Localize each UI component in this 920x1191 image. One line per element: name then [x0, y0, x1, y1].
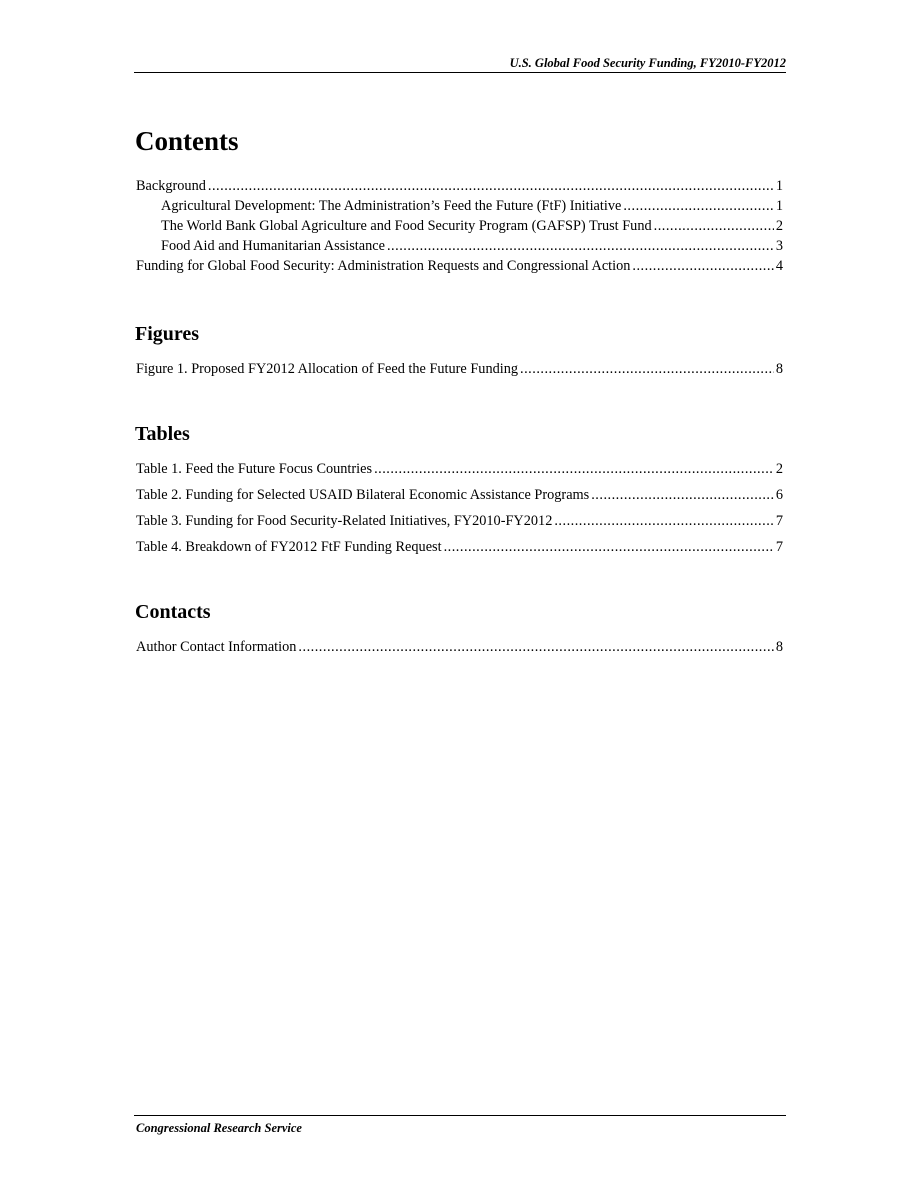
- contacts-heading: Contacts: [135, 601, 211, 623]
- toc-entry-title: Figure 1. Proposed FY2012 Allocation of Feed the Future Funding: [136, 361, 519, 377]
- toc-entry[interactable]: [136, 256, 783, 276]
- toc-entry-page: 1: [775, 198, 783, 214]
- toc-entry[interactable]: [136, 216, 783, 236]
- toc-entry-page: 2: [775, 461, 783, 477]
- toc-entry-page: 8: [775, 361, 783, 377]
- toc-entry-title: Agricultural Development: The Administration’s Feed the Future (FtF) Initiative: [161, 198, 622, 214]
- toc-entry-title: Table 1. Feed the Future Focus Countries: [136, 461, 373, 477]
- toc-entry[interactable]: [136, 459, 783, 479]
- toc-entry-title: Food Aid and Humanitarian Assistance: [161, 238, 385, 254]
- header-rule: [134, 72, 786, 73]
- dot-leader: [520, 359, 774, 379]
- toc-entry[interactable]: [136, 511, 783, 531]
- running-footer: Congressional Research Service: [136, 1121, 302, 1135]
- dot-leader: [623, 196, 774, 216]
- dot-leader: [554, 511, 774, 531]
- figures-heading: Figures: [135, 323, 200, 345]
- toc-entry[interactable]: [136, 485, 783, 505]
- figures-list: [136, 359, 783, 379]
- dot-leader: [374, 459, 774, 479]
- toc-entry[interactable]: [136, 236, 783, 256]
- toc-entry-title: Background: [136, 178, 206, 194]
- dot-leader: [444, 537, 774, 557]
- tables-heading: Tables: [135, 423, 190, 445]
- toc-entry-title: Table 4. Breakdown of FY2012 FtF Funding Request: [136, 539, 442, 555]
- toc-entry[interactable]: [136, 196, 783, 216]
- dot-leader: [632, 256, 773, 276]
- dot-leader: [208, 176, 774, 196]
- dot-leader: [298, 637, 773, 657]
- toc-entry-title: Funding for Global Food Security: Administration Requests and Congressional Action: [136, 258, 631, 274]
- toc-entry-title: Author Contact Information: [136, 639, 297, 655]
- toc-entry-page: 2: [775, 218, 783, 234]
- running-header: U.S. Global Food Security Funding, FY2010-FY2012: [509, 56, 786, 70]
- dot-leader: [591, 485, 774, 505]
- toc-entry[interactable]: [136, 637, 783, 657]
- toc-entry-page: 6: [775, 487, 783, 503]
- toc-entry[interactable]: [136, 176, 783, 196]
- dot-leader: [654, 216, 774, 236]
- toc-entry-page: 4: [775, 258, 783, 274]
- dot-leader: [387, 236, 774, 256]
- contents-heading: Contents: [135, 126, 239, 156]
- toc-entry[interactable]: [136, 359, 783, 379]
- toc-entry-page: 8: [775, 639, 783, 655]
- toc-entry[interactable]: [136, 537, 783, 557]
- toc-entry-title: Table 3. Funding for Food Security-Related Initiatives, FY2010-FY2012: [136, 513, 553, 529]
- contents-list: [136, 176, 783, 276]
- toc-entry-page: 1: [775, 178, 783, 194]
- toc-entry-page: 3: [775, 238, 783, 254]
- toc-entry-title: The World Bank Global Agriculture and Food Security Program (GAFSP) Trust Fund: [161, 218, 652, 234]
- contacts-list: [136, 637, 783, 657]
- footer-rule: [134, 1115, 786, 1116]
- toc-entry-page: 7: [775, 513, 783, 529]
- tables-list: [136, 459, 783, 557]
- toc-entry-title: Table 2. Funding for Selected USAID Bilateral Economic Assistance Programs: [136, 487, 590, 503]
- toc-entry-page: 7: [775, 539, 783, 555]
